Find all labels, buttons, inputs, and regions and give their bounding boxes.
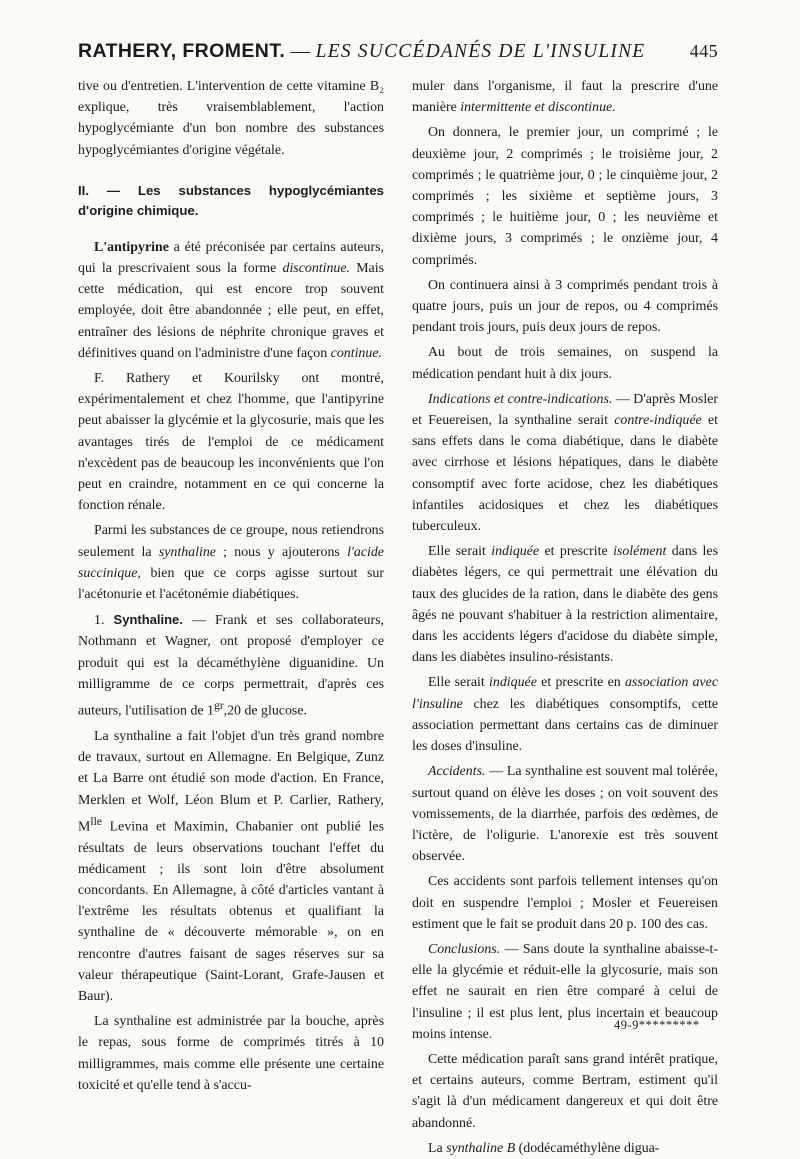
text-run: La xyxy=(428,1140,447,1156)
emphasis: intermittente et discontinue. xyxy=(460,100,616,116)
paragraph: On continuera ainsi à 3 comprimés pendant trois à quatre jours, puis un jour de repos, ou 4 comprimés pendant trois jours, puis deux jours de repos. xyxy=(412,277,718,336)
text-run: La synthaline a fait l'objet d'un très grand nombre de travaux, surtout en Allemagne. En Belgique, Zunz et La Barre ont étudié son mode d'action. En France, Merklen et Wolf, Léon Blum et P. Carlier, Rathery, M xyxy=(78,728,384,835)
paragraph: tive ou d'entretien. L'intervention de cette vitamine B₂ explique, très vraisemblablement, l'action hypoglycémiante d'un bon nombre des substances hypoglycémiantes d'origine végétale. xyxy=(78,79,384,158)
superscript: lle xyxy=(90,814,102,828)
text-run: et prescrite en xyxy=(536,675,625,691)
paragraph xyxy=(412,672,718,757)
emphasis: l'acide succinique, xyxy=(78,544,384,581)
paragraph: Au bout de trois semaines, on suspend la médication pendant huit à dix jours. xyxy=(412,345,718,382)
text-run: Parmi les substances de ce groupe, nous retiendrons seulement la xyxy=(78,523,384,560)
header-dash: — xyxy=(285,41,316,62)
emphasis: isolément xyxy=(613,544,667,560)
run-in-heading: Accidents. xyxy=(428,764,486,780)
text-run: — D'après Mosler et Feuereisen, la synthaline serait xyxy=(412,391,718,429)
paragraph: Cette médication paraît sans grand intérêt pratique, et certains auteurs, comme Bertram, estiment qu'il s'agit là d'un médicament dangereux et qui doit être abandonné. xyxy=(412,1051,718,1131)
text-run: Elle serait xyxy=(428,675,490,691)
text-run: et sans effets dans le coma diabétique, dans le diabète avec cirrhose et lésions hépatiques, dans le diabète consomptif avec forte acidose, chez les diabétiques infantiles acidosiques et chez les diabétiques tuberculeux. xyxy=(412,413,719,535)
section-heading: II. — Les substances hypoglycémiantes d'origine chimique. xyxy=(78,182,384,218)
text-run: Mais cette médication, qui est encore trop souvent employée, doit être abandonnée ; elle peut, en effet, entraîner des lésions de néphrite chronique graves et définitives quand on l'administre d'une façon xyxy=(78,261,384,361)
text-run: a été préconisée par certains auteurs, qui la prescrivaient sous la forme xyxy=(78,239,384,277)
left-column xyxy=(78,76,384,1096)
paragraph xyxy=(412,1138,718,1159)
text-run: bien que ce corps agisse surtout sur l'acétonurie et l'acétonémie diabétiques. xyxy=(78,565,384,603)
superscript: gr xyxy=(213,699,224,713)
emphasis: continue. xyxy=(330,345,382,361)
running-header xyxy=(78,40,718,63)
text-run: chez les diabétiques consomptifs, cette association permettant dans certains cas de diminuer les doses d'insuline. xyxy=(412,696,718,755)
paragraph xyxy=(78,726,384,1007)
header-left xyxy=(78,40,645,63)
term-antipyrine: L'antipyrine xyxy=(94,239,169,255)
signature-mark: 49-9********* xyxy=(614,1018,700,1032)
header-authors: RATHERY, FROMENT. xyxy=(78,40,286,62)
text-run: — Frank et ses collaborateurs, Nothmann et Wagner, ont proposé d'employer ce produit qui est la décaméthylène diguanidine. Un milligramme de ce corps permettrait, d'après ces auteurs, l'utilisation de 1 xyxy=(78,613,384,719)
text-run: muler dans l'organisme, il faut la prescrire d'une manière xyxy=(412,79,718,116)
right-column xyxy=(412,76,718,1159)
paragraph: F. Rathery et Kourilsky ont montré, expérimentalement et chez l'homme, que l'antipyrine peut abaisser la glycémie et la glycosurie, mais que les avantages tirés de l'emploi de ce médicament n'excèdent pas de beaucoup les inconvénients que l'on peut en craindre, notamment en ce qui concerne la fonction rénale. xyxy=(78,371,384,514)
item-number: 1. xyxy=(94,613,114,629)
paragraph xyxy=(78,237,384,364)
emphasis: indiquée xyxy=(489,675,537,691)
emphasis: association avec l'insuline xyxy=(412,675,718,712)
paragraph: Ces accidents sont parfois tellement intenses qu'on doit en suspendre l'emploi ; Mosler et Feuereisen estiment que le fait se produit dans 20 p. 100 des cas. xyxy=(412,874,718,932)
text-run: — Sans doute la synthaline abaisse-t-elle la glycémie et réduit-elle la glycosurie, mais son effet ne saurait en rien être comparé à celui de l'insuline ; il est plus lent, plus incertain et beaucoup moins intense. xyxy=(412,941,718,1042)
paragraph xyxy=(78,609,384,722)
subsection-title: Synthaline. xyxy=(113,612,183,628)
text-run: et prescrite xyxy=(539,544,614,560)
paragraph xyxy=(412,389,718,537)
page-number: 445 xyxy=(689,41,718,61)
emphasis: synthaline xyxy=(158,544,216,560)
run-in-heading: Conclusions. xyxy=(428,941,501,957)
text-run: Elle serait xyxy=(428,544,492,560)
text-run: ; nous y ajouterons xyxy=(215,544,348,560)
emphasis: contre-indiquée xyxy=(614,413,702,429)
text-run: dans les diabètes légers, ce qui permettrait une élévation du taux des glucides de la ration, dans le diabète des gens âgés ne pouvant s'habituer à la restriction alimentaire, dans les accidents légers d'acidose du diabète simple, dans les diabètes insulino-résistants. xyxy=(412,544,718,666)
emphasis: indiquée xyxy=(491,544,540,560)
text-run: Levina et Maximin, Chabanier ont publié les résultats de leurs observations touchant l'effet du médicament ; ils sont loin d'être absolument concordants. En Allemagne, à côté d'articles vantant à l'extrême les résultats obtenus et qualifiant la synthaline de « découverte mémorable », on en rencontre d'autres faisant de sages réserves sur sa valeur thérapeutique (Saint-Lorant, Grafe-Jausen et Baur). xyxy=(78,819,384,1004)
text-run: (dodécaméthylène digua- xyxy=(515,1140,660,1156)
header-title: LES SUCCÉDANÉS DE L'INSULINE xyxy=(315,41,646,62)
paragraph: On donnera, le premier jour, un comprimé ; le deuxième jour, 2 comprimés ; le troisième jour, 2 comprimés ; le quatrième jour, 0 ; le cinquième jour, 2 comprimés ; les sixième et septième jours, 3 comprimés ; le huitième jour, 0 ; les neuvième et dixième jours, 3 comprimés ; le onzième jour, 4 comprimés. xyxy=(412,125,718,268)
text-run: ,20 de glucose. xyxy=(223,703,307,719)
text-run: — La synthaline est souvent mal tolérée, surtout quand on élève les doses ; on voit souvent des vomissements, de la diarrhée, parfois des œdèmes, de l'ictère, de l'oligurie. L'anorexie est très souvent observée. xyxy=(412,764,718,865)
paragraph xyxy=(78,520,384,605)
paragraph xyxy=(412,761,718,867)
emphasis: discontinue. xyxy=(282,261,351,277)
emphasis: synthaline B xyxy=(446,1140,516,1156)
paragraph xyxy=(412,76,718,118)
paragraph: La synthaline est administrée par la bouche, après le repas, sous forme de comprimés titrés à 10 milligrammes, mais comme elle présente une certaine toxicité et qu'elle tend à s'accu- xyxy=(78,1014,384,1093)
paragraph xyxy=(412,541,718,668)
run-in-heading: Indications et contre-indications. xyxy=(428,391,613,407)
